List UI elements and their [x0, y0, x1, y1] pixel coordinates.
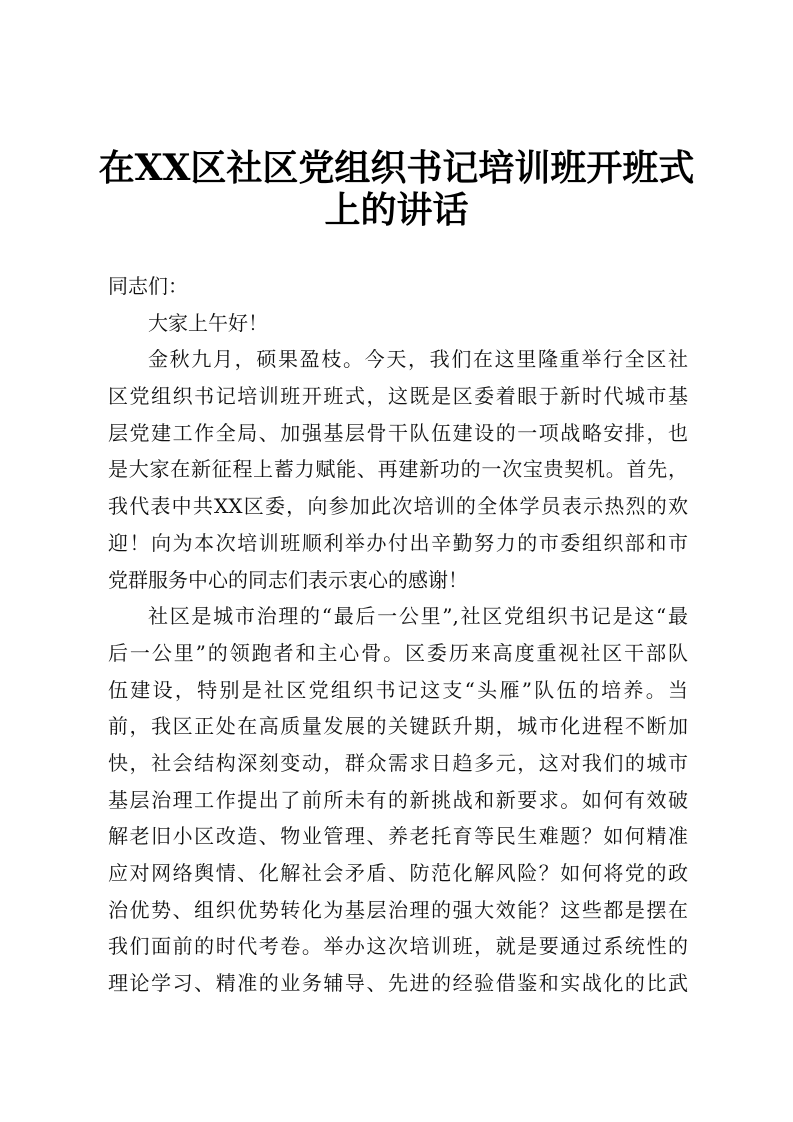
- paragraph-1-line: 迎！向为本次培训班顺利举办付出辛勤努力的市委组织部和市: [108, 530, 688, 555]
- paragraph-2-line: 伍建设，特别是社区党组织书记这支“头雁”队伍的培养。当: [108, 677, 688, 702]
- paragraph-1-line: 区党组织书记培训班开班式，这既是区委着眼于新时代城市基: [108, 384, 688, 409]
- paragraph-2-line: 理论学习、精准的业务辅导、先进的经验借鉴和实战化的比武: [108, 971, 688, 996]
- paragraph-2-line: 后一公里”的领跑者和主心骨。区委历来高度重视社区干部队: [108, 640, 688, 665]
- paragraph-1-line: 金秋九月，硕果盈枝。今天，我们在这里隆重举行全区社: [148, 347, 688, 372]
- paragraph-1-line: 我代表中共XX区委，向参加此次培训的全体学员表示热烈的欢: [108, 494, 688, 519]
- salutation: 同志们：: [108, 274, 188, 298]
- paragraph-2-line: 社区是城市治理的“最后一公里”,社区党组织书记是这“最: [148, 604, 688, 629]
- paragraph-2-line: 解老旧小区改造、物业管理、养老托育等民生难题？如何精准: [108, 824, 688, 849]
- document-body: [108, 268, 688, 1002]
- paragraph-2-line: 前，我区正处在高质量发展的关键跃升期，城市化进程不断加: [108, 714, 688, 739]
- document-title-line-1: 在XX区社区党组织书记培训班开班式: [98, 147, 695, 189]
- paragraph-2-line: 治优势、组织优势转化为基层治理的强大效能？这些都是摆在: [108, 897, 688, 922]
- document-title-line-2: 上的讲话: [324, 189, 469, 231]
- paragraph-2-line: 基层治理工作提出了前所未有的新挑战和新要求。如何有效破: [108, 787, 688, 812]
- paragraph-2-line: 我们面前的时代考卷。举办这次培训班，就是要通过系统性的: [108, 934, 688, 959]
- paragraph-2-line: 快，社会结构深刻变动，群众需求日趋多元，这对我们的城市: [108, 750, 688, 775]
- paragraph-2-line: 应对网络舆情、化解社会矛盾、防范化解风险？如何将党的政: [108, 861, 688, 885]
- paragraph-1-line: 是大家在新征程上蓄力赋能、再建新功的一次宝贵契机。首先，: [108, 457, 688, 482]
- paragraph-1-line: 党群服务中心的同志们表示衷心的感谢！: [108, 567, 468, 592]
- paragraph-1-line: 层党建工作全局、加强基层骨干队伍建设的一项战略安排，也: [108, 420, 688, 445]
- greeting: 大家上午好！: [148, 310, 268, 335]
